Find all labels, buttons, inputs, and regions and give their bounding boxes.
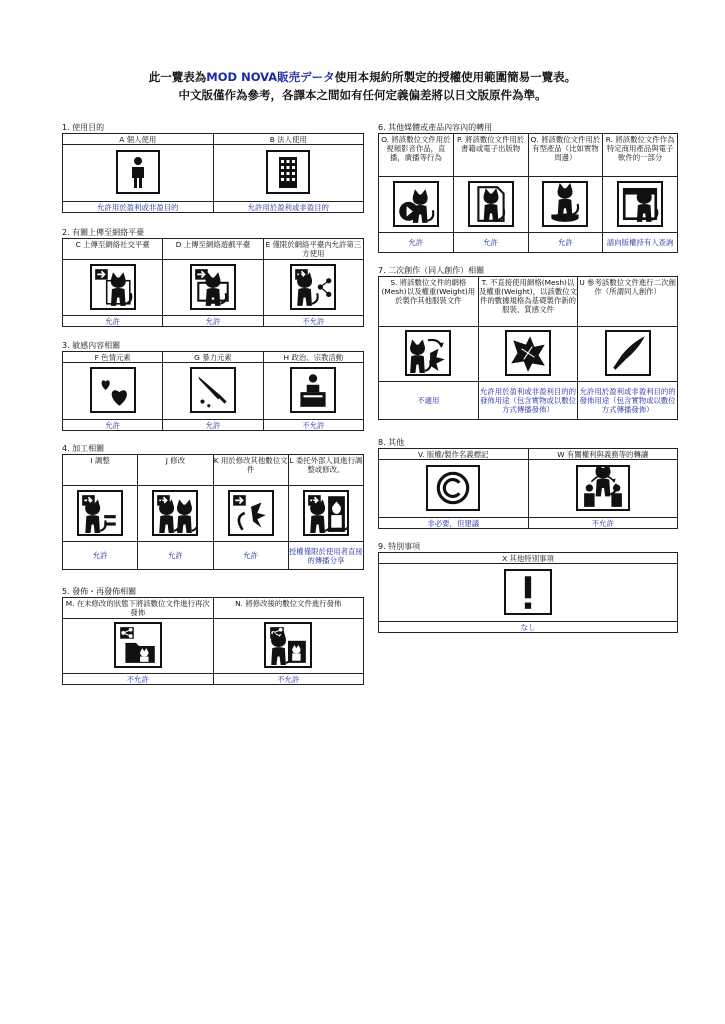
upload-table bbox=[62, 238, 364, 327]
section-media-reuse bbox=[378, 122, 678, 253]
value-book: 允許 bbox=[453, 233, 528, 253]
value-video: 允許 bbox=[379, 233, 454, 253]
processing-table bbox=[62, 454, 364, 570]
col-head-outsource: L 委托外部人員進行調整或修改。 bbox=[288, 455, 363, 486]
distribute-modified-icon bbox=[264, 622, 312, 668]
share-third-party-icon bbox=[290, 264, 336, 310]
upload-sns-icon bbox=[90, 264, 136, 310]
header-line-1 bbox=[0, 68, 725, 86]
col-head-sns: C 上傳至網絡社交平臺 bbox=[63, 239, 163, 260]
value-copyright: 非必要，但建議 bbox=[379, 518, 529, 529]
distribution-table bbox=[62, 597, 364, 685]
value-adjust: 允許 bbox=[63, 542, 138, 570]
office-building-icon bbox=[266, 150, 310, 194]
col-head-personal: A 個人使用 bbox=[63, 134, 214, 145]
header-text: 使用本規約所製定的授權使用範圍簡易一覽表。 bbox=[334, 70, 577, 84]
section-title: 3. 敏感內容相關 bbox=[62, 341, 121, 350]
col-head-use-for-other: K 用於修改其他數位文件 bbox=[213, 455, 288, 486]
value-fan-work: 允許用於盈利或非盈利目的的發佈用途（包含實物或以數位方式傳播發佈） bbox=[578, 382, 678, 420]
brand-name: MOD NOVA販売データ bbox=[206, 70, 335, 84]
section-upload bbox=[62, 227, 364, 327]
section-distribution bbox=[62, 586, 364, 685]
col-head-game: D 上傳至網絡遊戲平臺 bbox=[163, 239, 263, 260]
video-play-icon bbox=[393, 181, 439, 227]
use-for-other-icon bbox=[228, 490, 274, 536]
section-title: 9. 特別事項 bbox=[378, 542, 421, 551]
podium-speaker-icon bbox=[290, 367, 336, 413]
col-head-copyright: V. 版權/製作名義標記 bbox=[379, 449, 529, 460]
header-line-2: 中文版僅作為參考，各譯本之間如有任何定義偏差將以日文版原件為準。 bbox=[178, 88, 547, 102]
value-transfer: 不允許 bbox=[528, 518, 678, 529]
col-head-book: P. 將該數位文件用於書籍或電子出版物 bbox=[453, 134, 528, 177]
upload-game-icon bbox=[190, 264, 236, 310]
col-head-new-cloth: T. 不直接使用網格(Mesh)以及權重(Weight)，以該數位文件的數據規格為基礎製作新的服裝、質感文件 bbox=[478, 277, 578, 327]
value-software: 請向版權持有人查詢 bbox=[603, 233, 678, 253]
modify-icon bbox=[152, 490, 198, 536]
value-personal: 允許用於盈利或非盈目的 bbox=[63, 202, 214, 213]
section-title: 4. 加工相關 bbox=[62, 444, 105, 453]
other-table bbox=[378, 448, 678, 529]
section-title: 5. 發佈・再發佈相關 bbox=[62, 587, 137, 596]
section-title: 6. 其他媒體或產品內容內的轉用 bbox=[378, 123, 493, 132]
col-head-modify: J 修改 bbox=[138, 455, 213, 486]
mesh-reuse-icon bbox=[405, 330, 451, 376]
section-title: 7. 二次創作（同人創作）相關 bbox=[378, 266, 485, 275]
col-head-fan-work: U 參考該數位文件進行二次創作（所謂同人創作） bbox=[578, 277, 678, 327]
person-icon bbox=[116, 150, 160, 194]
col-head-transfer: W 有關權利與義務等的轉讓 bbox=[528, 449, 678, 460]
special-table bbox=[378, 552, 678, 633]
figure-goods-icon bbox=[542, 181, 588, 227]
outsource-icon bbox=[303, 490, 349, 536]
col-head-corporate: B 法人使用 bbox=[213, 134, 364, 145]
purpose-table bbox=[62, 133, 364, 213]
section-derivative bbox=[378, 265, 678, 420]
value-new-cloth: 允許用於盈利或非盈利目的的發佈用途（包含實物或以數位方式傳播發佈） bbox=[478, 382, 578, 420]
header-text: 此一覽表為 bbox=[148, 70, 207, 84]
media-reuse-table bbox=[378, 133, 678, 253]
section-other bbox=[378, 437, 678, 529]
exclamation-icon bbox=[504, 569, 552, 615]
section-processing bbox=[62, 443, 364, 570]
value-redistribute: 不允許 bbox=[63, 674, 214, 685]
value-politics: 不允許 bbox=[263, 420, 363, 431]
value-sexual: 允許 bbox=[63, 420, 163, 431]
knife-icon bbox=[190, 367, 236, 413]
value-third-party: 不允許 bbox=[263, 316, 363, 327]
value-special: なし bbox=[379, 622, 678, 633]
value-use-for-other: 允許 bbox=[213, 542, 288, 570]
page-header bbox=[0, 68, 725, 104]
section-purpose bbox=[62, 122, 364, 213]
cloth-icon bbox=[505, 330, 551, 376]
hearts-icon bbox=[90, 367, 136, 413]
derivative-table bbox=[378, 276, 678, 420]
software-window-icon bbox=[617, 181, 663, 227]
col-head-goods: Q. 將該數位文件用於有型產品（比如實物周邊） bbox=[528, 134, 603, 177]
section-sensitive bbox=[62, 340, 364, 431]
section-title: 1. 使用目的 bbox=[62, 123, 105, 132]
col-head-third-party: E 僅限於網絡平臺內允許第三方使用 bbox=[263, 239, 363, 260]
section-title: 2. 有關上傳至網絡平臺 bbox=[62, 228, 145, 237]
value-violence: 允許 bbox=[163, 420, 263, 431]
sensitive-table bbox=[62, 351, 364, 431]
value-outsource: 授權僅限於使用者直接的傳播分享 bbox=[288, 542, 363, 570]
col-head-adjust: I 調整 bbox=[63, 455, 138, 486]
value-distribute-modified: 不允許 bbox=[213, 674, 364, 685]
col-head-mesh-reuse: S. 將該數位文件的網格(Mesh)以及權重(Weight)用於製作其他服裝文件 bbox=[379, 277, 479, 327]
pen-icon bbox=[605, 330, 651, 376]
value-modify: 允許 bbox=[138, 542, 213, 570]
col-head-sexual: F 色情元素 bbox=[63, 352, 163, 363]
value-game: 允許 bbox=[163, 316, 263, 327]
col-head-special: X 其他特別事項 bbox=[379, 553, 678, 564]
transfer-rights-icon bbox=[576, 465, 630, 511]
col-head-violence: G 暴力元素 bbox=[163, 352, 263, 363]
copyright-icon bbox=[426, 465, 480, 511]
value-sns: 允許 bbox=[63, 316, 163, 327]
col-head-redistribute: M. 在未修改的狀態下將該數位文件進行再次發佈 bbox=[63, 598, 214, 619]
value-corporate: 允許用於盈利或非盈目的 bbox=[213, 202, 364, 213]
col-head-politics: H 政治、宗教活動 bbox=[263, 352, 363, 363]
value-mesh-reuse: 不適用 bbox=[379, 382, 479, 420]
redistribute-folder-icon bbox=[114, 622, 162, 668]
section-title: 8. 其他 bbox=[378, 438, 405, 447]
col-head-software: R. 將該數位文件作為特定商用產品與電子軟件的一部分 bbox=[603, 134, 678, 177]
book-icon bbox=[468, 181, 514, 227]
col-head-video: O. 將該數位文件用於視頻影音作品，直播，廣播等行為 bbox=[379, 134, 454, 177]
col-head-distribute-modified: N. 將修改後的數位文件進行發佈 bbox=[213, 598, 364, 619]
adjust-icon bbox=[77, 490, 123, 536]
section-special bbox=[378, 541, 678, 633]
value-goods: 允許 bbox=[528, 233, 603, 253]
